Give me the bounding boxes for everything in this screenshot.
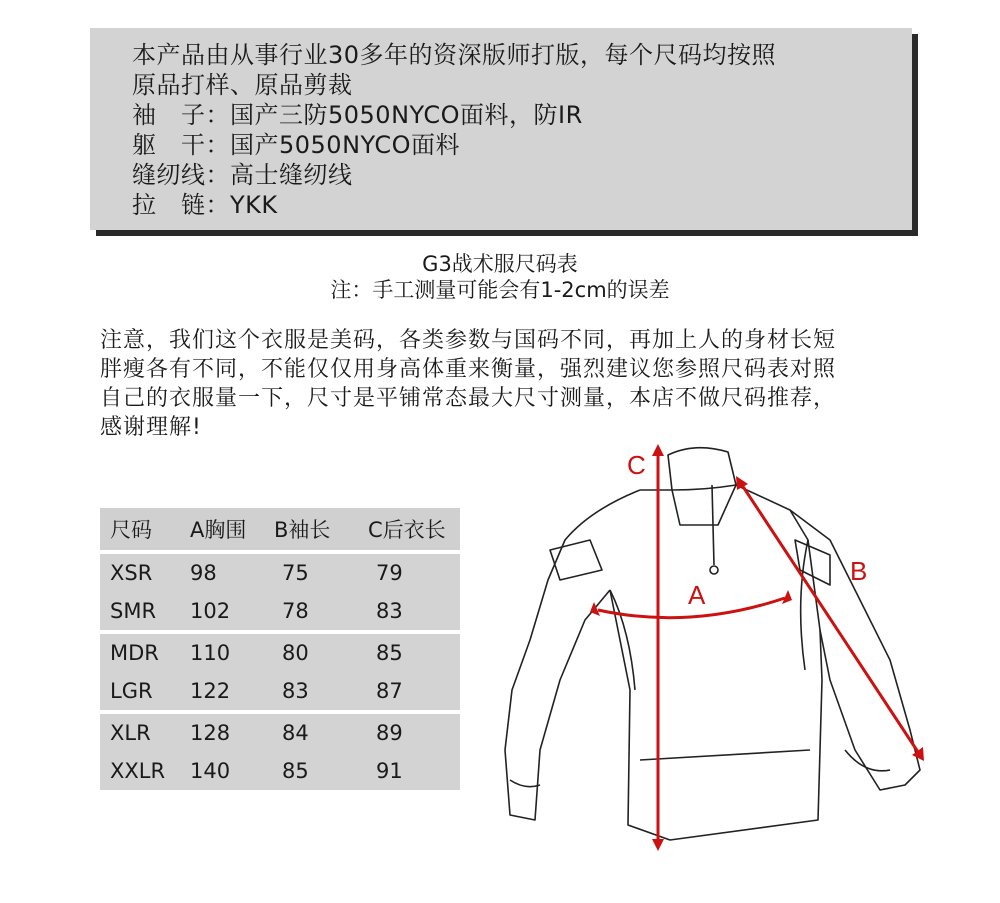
- cell-size: SMR: [110, 599, 157, 623]
- table-row: [100, 554, 460, 592]
- cell-chest: 140: [190, 759, 231, 783]
- measurement-note: 注：手工测量可能会有1-2cm的误差: [330, 278, 670, 302]
- shirt-measurement-diagram: [490, 430, 950, 870]
- cell-back-length: 79: [376, 561, 403, 585]
- label-c: C: [627, 450, 646, 480]
- cell-sleeve: 78: [282, 599, 309, 623]
- chest-measure: [590, 580, 792, 618]
- cell-size: XXLR: [110, 759, 166, 783]
- cell-chest: 122: [190, 679, 231, 703]
- header-chest: A胸围: [190, 518, 247, 542]
- cell-size: LGR: [110, 679, 153, 703]
- table-row: [100, 752, 460, 790]
- info-line: 缝纫线：高士缝纫线: [132, 161, 353, 189]
- cell-sleeve: 75: [282, 561, 309, 585]
- back-length-measure: [627, 444, 664, 851]
- table-row: [100, 672, 460, 710]
- size-chart-title: G3战术服尺码表: [422, 252, 578, 276]
- cell-back-length: 91: [376, 759, 403, 783]
- notice-line: 胖瘦各有不同，不能仅仅用身高体重来衡量，强烈建议您参照尺码表对照: [100, 357, 837, 382]
- table-row: [100, 714, 460, 752]
- info-line: 袖 子：国产三防5050NYCO面料，防IR: [132, 101, 583, 129]
- label-b: B: [850, 556, 868, 586]
- notice-line: 感谢理解!: [100, 415, 202, 440]
- cell-back-length: 83: [376, 599, 403, 623]
- label-a: A: [688, 580, 706, 610]
- info-line: 拉 链：YKK: [132, 191, 278, 219]
- header-back-length: C后衣长: [368, 518, 446, 542]
- table-row-group: [100, 634, 460, 714]
- table-row-group: [100, 554, 460, 634]
- cell-back-length: 87: [376, 679, 403, 703]
- cell-chest: 128: [190, 721, 231, 745]
- cell-back-length: 89: [376, 721, 403, 745]
- cell-chest: 110: [190, 641, 231, 665]
- info-line: 本产品由从事行业30多年的资深版师打版，每个尺码均按照: [132, 41, 777, 69]
- sizing-notice: [100, 326, 930, 442]
- cell-chest: 102: [190, 599, 231, 623]
- sleeve-length-measure: [736, 476, 924, 761]
- info-line: 原品打样、原品剪裁: [132, 71, 353, 99]
- shirt-outline: [505, 448, 920, 840]
- cell-size: MDR: [110, 641, 159, 665]
- size-table: [100, 508, 460, 794]
- cell-sleeve: 80: [282, 641, 309, 665]
- header-sleeve: B袖长: [274, 518, 331, 542]
- material-info-box: [90, 28, 912, 230]
- notice-line: 注意，我们这个衣服是美码，各类参数与国码不同，再加上人的身材长短: [100, 328, 837, 353]
- cell-sleeve: 85: [282, 759, 309, 783]
- cell-chest: 98: [190, 561, 217, 585]
- cell-size: XSR: [110, 561, 153, 585]
- cell-back-length: 85: [376, 641, 403, 665]
- table-row: [100, 592, 460, 630]
- cell-size: XLR: [110, 721, 151, 745]
- cell-sleeve: 83: [282, 679, 309, 703]
- table-row: [100, 634, 460, 672]
- header-size: 尺码: [110, 518, 152, 542]
- info-line: 躯 干：国产5050NYCO面料: [132, 131, 461, 159]
- table-row-group: [100, 714, 460, 794]
- table-header-row: [100, 508, 460, 550]
- cell-sleeve: 84: [282, 721, 309, 745]
- notice-line: 自己的衣服量一下，尺寸是平铺常态最大尺寸测量，本店不做尺码推荐，: [100, 386, 837, 411]
